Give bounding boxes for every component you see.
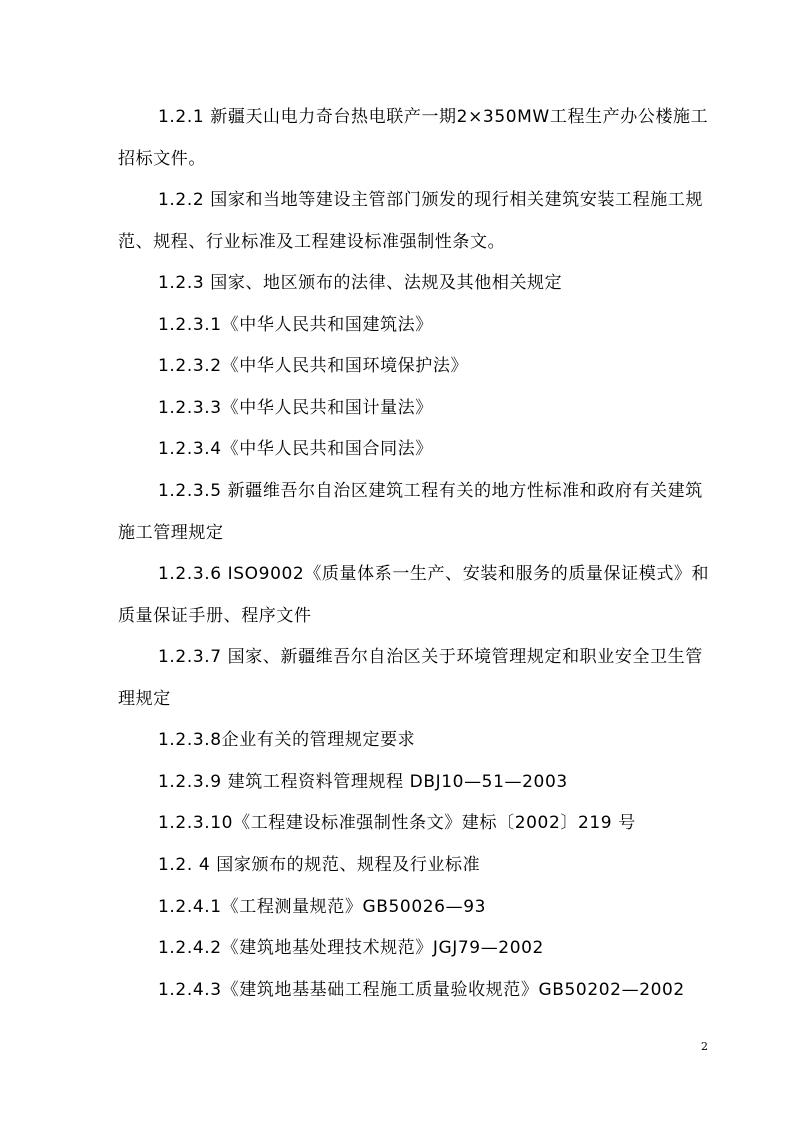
paragraph-1-2-1: 1.2.1 新疆天山电力奇台热电联产一期2×350MW工程生产办公楼施工招标文件。 (118, 107, 709, 169)
paragraph-1-2-4-3: 1.2.4.3《建筑地基基础工程施工质量验收规范》GB50202—2002 (158, 980, 685, 1000)
paragraph-1-2-3-2: 1.2.3.2《中华人民共和国环境保护法》 (158, 356, 469, 376)
paragraph-1-2-3-1: 1.2.3.1《中华人民共和国建筑法》 (158, 315, 433, 335)
paragraph-1-2-4-2: 1.2.4.2《建筑地基处理技术规范》JGJ79—2002 (158, 938, 544, 958)
paragraph-1-2-3-3: 1.2.3.3《中华人民共和国计量法》 (158, 398, 433, 418)
paragraph-1-2-3-10: 1.2.3.10《工程建设标准强制性条文》建标〔2002〕219 号 (158, 813, 636, 833)
paragraph-1-2-3-8: 1.2.3.8企业有关的管理规定要求 (158, 730, 416, 750)
paragraph-1-2-4: 1.2. 4 国家颁布的规范、规程及行业标准 (158, 855, 481, 875)
paragraph-1-2-3-6: 1.2.3.6 ISO9002《质量体系一生产、安装和服务的质量保证模式》和质量保证手册、程序文件 (118, 564, 710, 626)
paragraph-1-2-2: 1.2.2 国家和当地等建设主管部门颁发的现行相关建筑安装工程施工规范、规程、行业标准及工程建设标准强制性条文。 (118, 190, 704, 252)
paragraph-1-2-3-9: 1.2.3.9 建筑工程资料管理规程 DBJ10—51—2003 (158, 772, 568, 792)
paragraph-1-2-3-5: 1.2.3.5 新疆维吾尔自治区建筑工程有关的地方性标准和政府有关建筑施工管理规定 (118, 481, 703, 543)
paragraph-1-2-3: 1.2.3 国家、地区颁布的法律、法规及其他相关规定 (158, 273, 563, 293)
page-number: 2 (701, 1040, 708, 1053)
paragraph-1-2-4-1: 1.2.4.1《工程测量规范》GB50026—93 (158, 897, 487, 917)
paragraph-1-2-3-7: 1.2.3.7 国家、新疆维吾尔自治区关于环境管理规定和职业安全卫生管理规定 (118, 647, 703, 709)
paragraph-1-2-3-4: 1.2.3.4《中华人民共和国合同法》 (158, 439, 433, 459)
